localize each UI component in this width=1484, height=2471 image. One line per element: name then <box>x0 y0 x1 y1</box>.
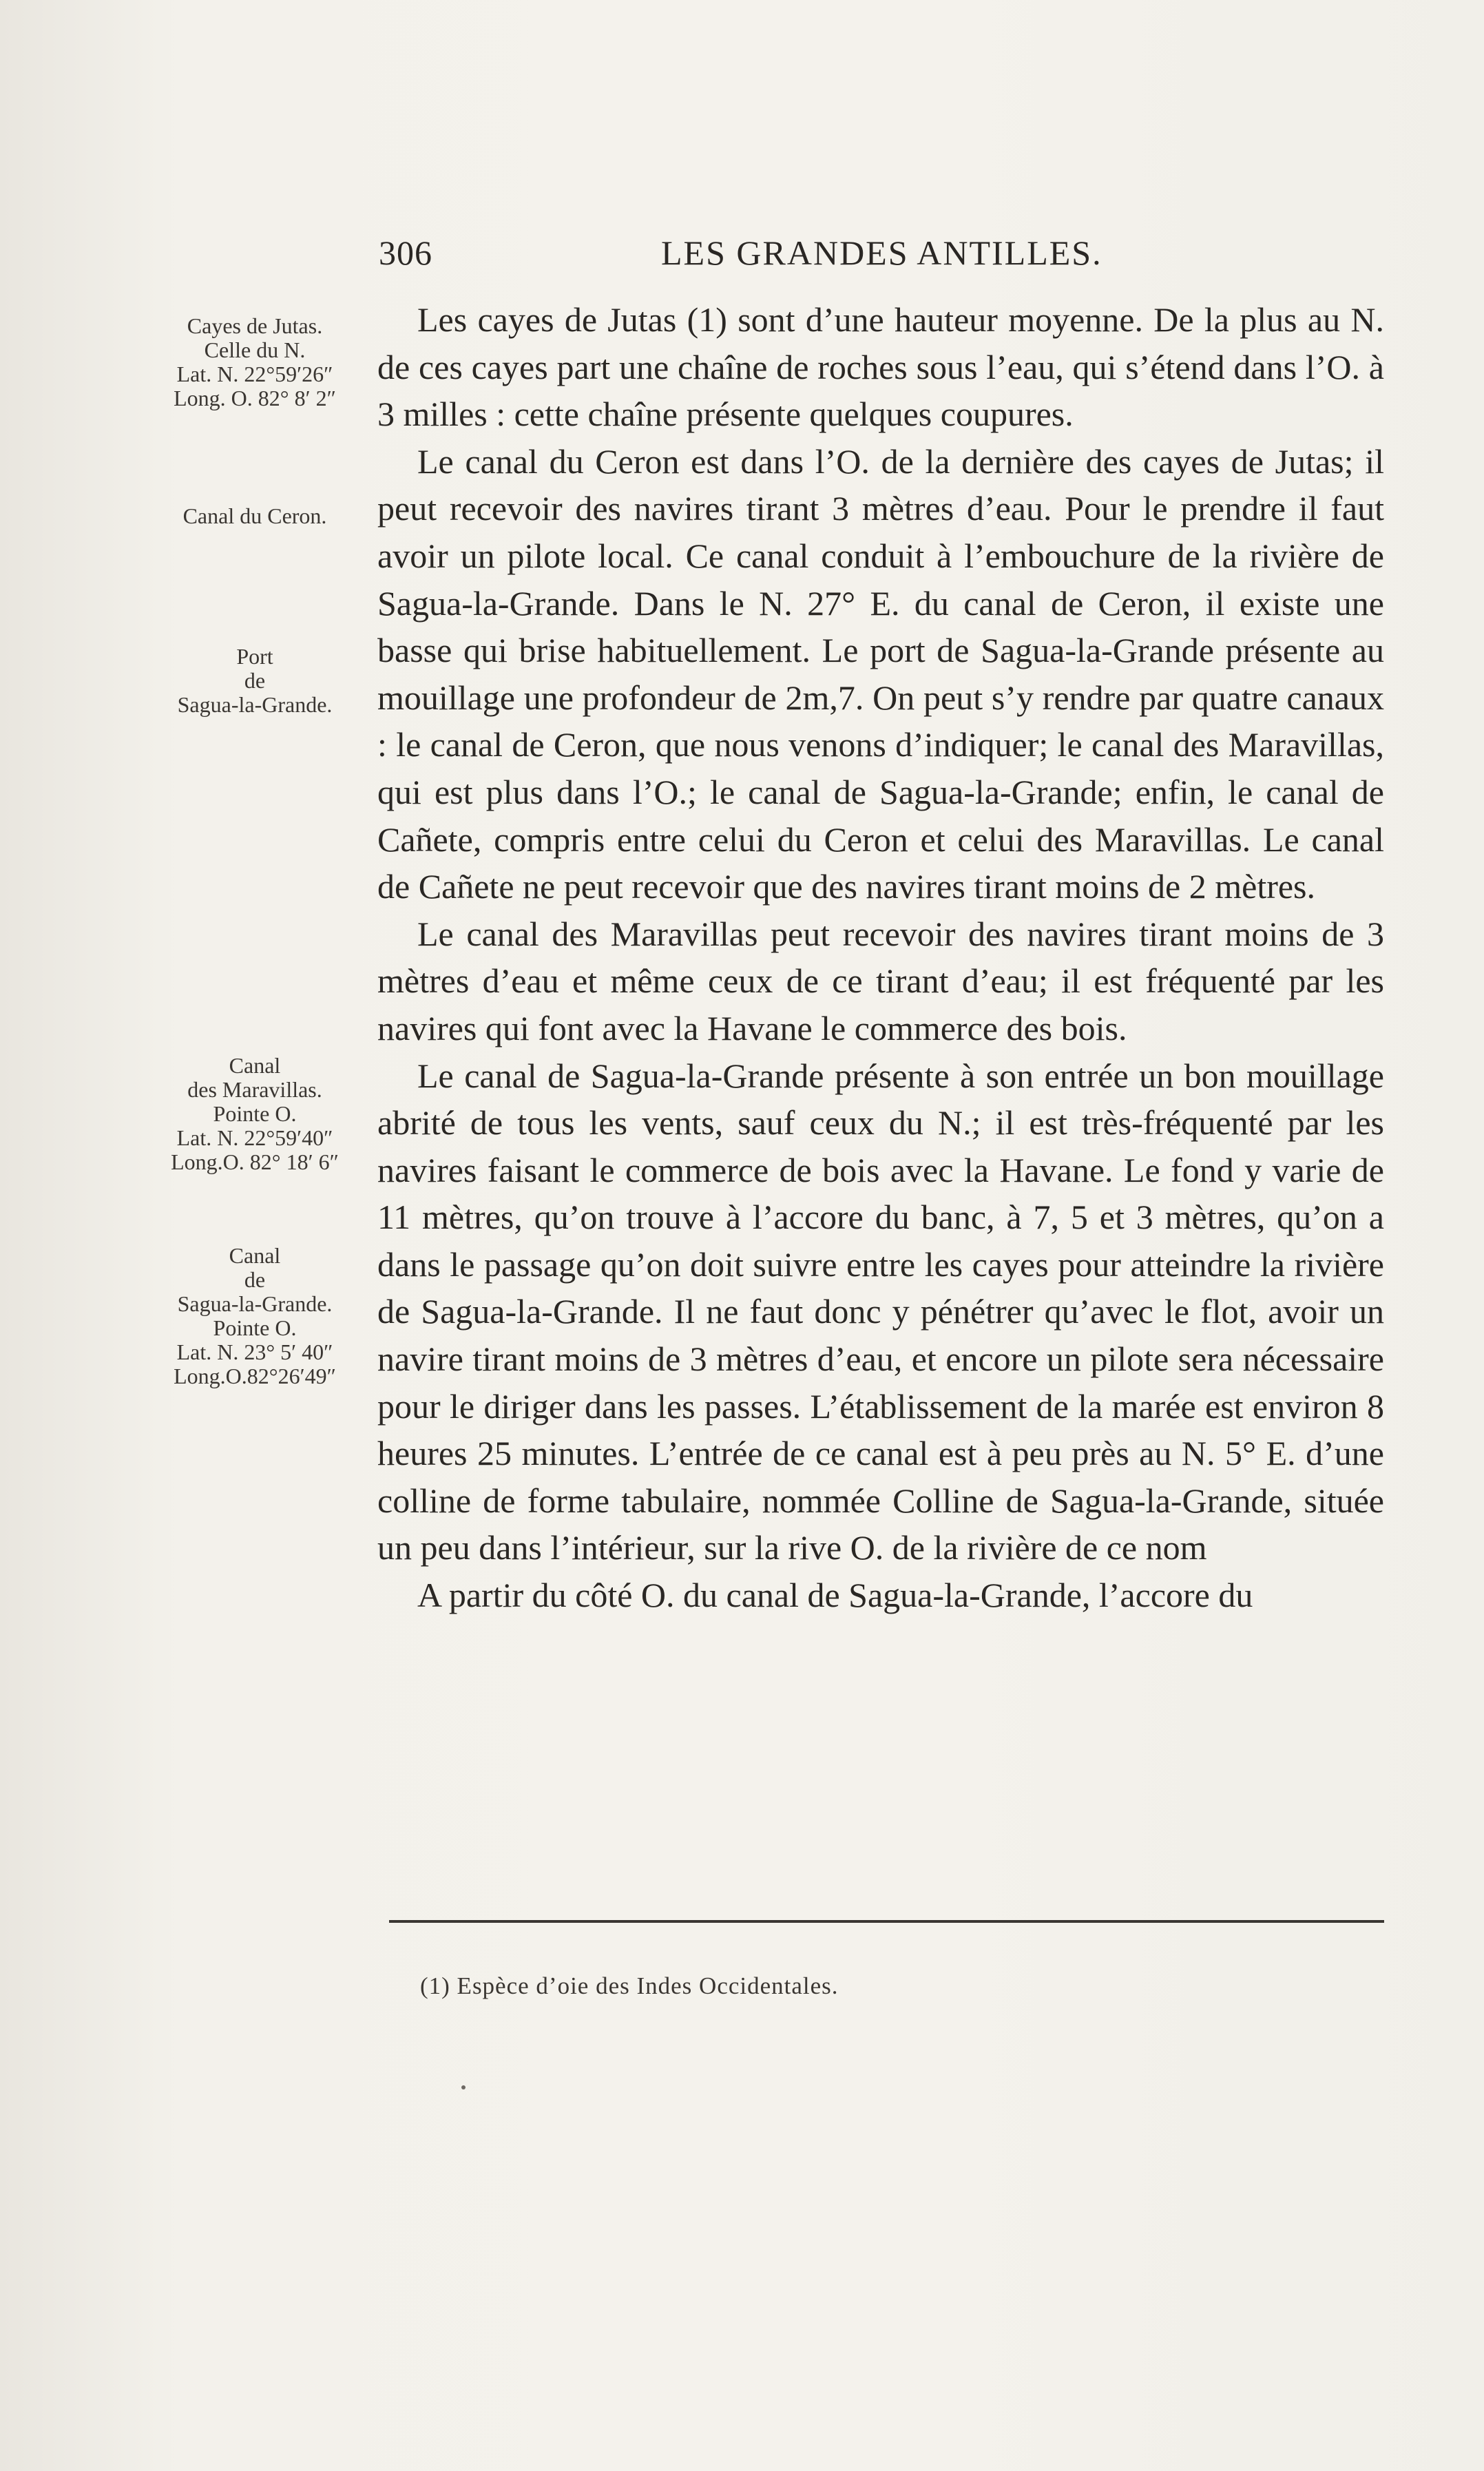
paragraph: Le canal du Ceron est dans l’O. de la dernière des cayes de Jutas; il peut recevoir des navires tirant 3 mètres d’eau. Pour le prendre il faut avoir un pilote local. Ce canal conduit à l’embouchure de la rivière de Sagua-la-Grande. Dans le N. 27° E. du canal de Ceron, il existe une basse qui brise habituellement. Le port de Sagua-la-Grande présente au mouillage une profondeur de 2m,7. On peut s’y rendre par quatre canaux : le canal de Ceron, que nous venons d’indiquer; le canal des Maravillas, qui est plus dans l’O.; le canal de Sagua-la-Grande; enfin, le canal de Cañete, compris entre celui du Ceron et celui des Maravillas. Le canal de Cañete ne peut recevoir que des navires tirant moins de 2 mètres. <box>377 441 1384 906</box>
margin-note-line: Pointe O. <box>213 1315 297 1340</box>
margin-note-line: de <box>244 1267 266 1292</box>
page-number: 306 <box>379 233 432 272</box>
margin-note-line: Canal <box>229 1243 281 1268</box>
margin-note-line: Lat. N. 23° 5′ 40″ <box>176 1339 333 1364</box>
paragraph: A partir du côté O. du canal de Sagua-la-Grande, l’accore du <box>417 1576 1253 1615</box>
margin-note-canal-du-ceron <box>147 504 362 528</box>
margin-note-line: Canal du Ceron. <box>182 503 327 528</box>
margin-note-line: Sagua-la-Grande. <box>177 692 333 717</box>
paragraph: Le canal des Maravillas peut recevoir des navires tirant moins de 3 mètres d’eau et même ceux de ce tirant d’eau; il est fréquenté par les navires qui font avec la Havane le commerce des bois. <box>377 914 1384 1047</box>
margin-note-line: Celle du N. <box>204 337 306 362</box>
margin-note-line: Long. O. 82° 8′ 2″ <box>174 386 336 410</box>
margin-note-line: Long.O.82°26′49″ <box>174 1364 336 1388</box>
margin-note-line: de <box>244 668 266 693</box>
margin-note-line: Lat. N. 22°59′40″ <box>176 1125 333 1150</box>
main-text <box>377 296 1384 1619</box>
margin-note-line: Long.O. 82° 18′ 6″ <box>171 1149 339 1174</box>
margin-note-line: Sagua-la-Grande. <box>177 1291 333 1316</box>
margin-note-canal-sagua <box>147 1244 362 1388</box>
margin-note-canal-des-maravillas <box>147 1054 362 1174</box>
paragraph: Les cayes de Jutas (1) sont d’une hauteur moyenne. De la plus au N. de ces cayes part une chaîne de roches sous l’eau, qui s’étend dans l’O. à 3 milles : cette chaîne présente quelques coupures. <box>377 300 1384 434</box>
running-title: LES GRANDES ANTILLES. <box>661 233 1102 272</box>
margin-note-line: Canal <box>229 1053 281 1078</box>
footnote-rule <box>389 1920 1384 1923</box>
margin-note-line: Pointe O. <box>213 1101 297 1126</box>
margin-note-line: des Maravillas. <box>187 1077 322 1102</box>
margin-note-line: Lat. N. 22°59′26″ <box>176 362 333 386</box>
margin-note-line: Port <box>236 644 273 669</box>
footnote: (1) Espèce d’oie des Indes Occidentales. <box>420 1972 839 1999</box>
running-header <box>379 233 1384 281</box>
paragraph: Le canal de Sagua-la-Grande présente à son entrée un bon mouillage abrité de tous les vents, sauf ceux du N.; il est très-fréquenté par les navires faisant le commerce de bois avec la Havane. Le fond y varie de 11 mètres, qu’on trouve à l’accore du banc, à 7, 5 et 3 mètres, qu’on a dans le passage qu’on doit suivre entre les cayes pour atteindre la rivière de Sagua-la-Grande. Il ne faut donc y pénétrer qu’avec le flot, avoir un navire tirant moins de 3 mètres d’eau, et encore un pilote sera nécessaire pour le diriger dans les passes. L’établissement de la marée est environ 8 heures 25 minutes. L’entrée de ce canal est à peu près au N. 5° E. d’une colline de forme tabulaire, nommée Colline de Sagua-la-Grande, située un peu dans l’intérieur, sur la rive O. de la rivière de ce nom <box>377 1056 1384 1567</box>
margin-note-line: Cayes de Jutas. <box>187 313 323 338</box>
margin-note-cayes-de-jutas <box>147 314 362 410</box>
margin-note-port-sagua <box>147 645 362 717</box>
ink-speck <box>461 2085 466 2089</box>
